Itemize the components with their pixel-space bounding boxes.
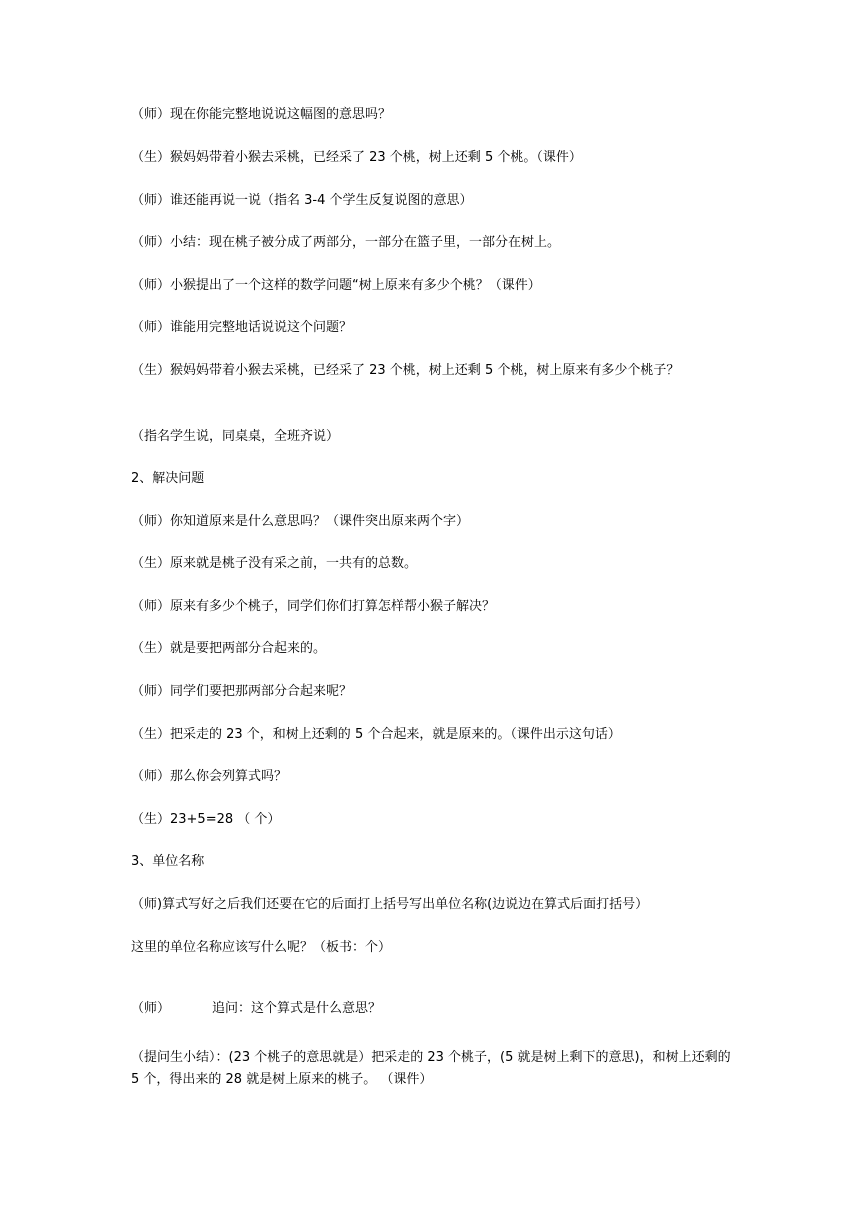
paragraph-5: （师）小猴提出了一个这样的数学问题“树上原来有多少个桃？（课件） [131, 278, 541, 293]
paragraph-10: （生）原来就是桃子没有采之前，一共有的总数。 [131, 556, 418, 571]
section-heading-solve: 2、解决问题 [131, 471, 205, 486]
paragraph-11: （师）原来有多少个桃子，同学们你们打算怎样帮小猴子解决？ [131, 599, 496, 614]
paragraph-8: （指名学生说，同桌桌，全班齐说） [131, 429, 340, 444]
paragraph-3: （师）谁还能再说一说（指名 3-4 个学生反复说图的意思） [131, 193, 473, 208]
followup-text: 追问：这个算式是什么意思？ [212, 1001, 382, 1016]
paragraph-7: （生）猴妈妈带着小猴去采桃，已经采了 23 个桃，树上还剩 5 个桃，树上原来有多少个桃子？ [131, 363, 680, 378]
paragraph-6: （师）谁能用完整地话说说这个问题？ [131, 320, 353, 335]
paragraph-16: （师)算式写好之后我们还要在它的后面打上括号写出单位名称(边说边在算式后面打括号） [131, 897, 649, 912]
paragraph-2: （生）猴妈妈带着小猴去采桃，已经采了 23 个桃，树上还剩 5 个桃。（课件） [131, 150, 582, 165]
section-heading-unit: 3、单位名称 [131, 854, 205, 869]
paragraph-12: （生）就是要把两部分合起来的。 [131, 641, 327, 656]
followup-question [131, 998, 741, 1020]
equation-line: （生）23+5=28 （ 个） [131, 812, 281, 827]
paragraph-14: （生）把采走的 23 个，和树上还剩的 5 个合起来，就是原来的。（课件出示这句话） [131, 727, 621, 742]
paragraph-15: （师）那么你会列算式吗？ [131, 769, 288, 784]
paragraph-1: （师）现在你能完整地说说这幅图的意思吗？ [131, 107, 392, 122]
paragraph-4: （师）小结：现在桃子被分成了两部分，一部分在篮子里，一部分在树上。 [131, 235, 561, 250]
paragraph-summary: （提问生小结）：(23 个桃子的意思就是）把采走的 23 个桃子，(5 就是树上剩下的意思)，和树上还剩的 5 个，得出来的 28 就是树上原来的桃子。 （课件） [131, 1050, 731, 1087]
paragraph-13: （师）同学们要把那两部分合起来呢？ [131, 684, 353, 699]
paragraph-17: 这里的单位名称应该写什么呢？（板书：个） [131, 940, 392, 955]
followup-speaker: （师） [131, 1001, 171, 1016]
paragraph-9: （师）你知道原来是什么意思吗？（课件突出原来两个字） [131, 514, 470, 529]
